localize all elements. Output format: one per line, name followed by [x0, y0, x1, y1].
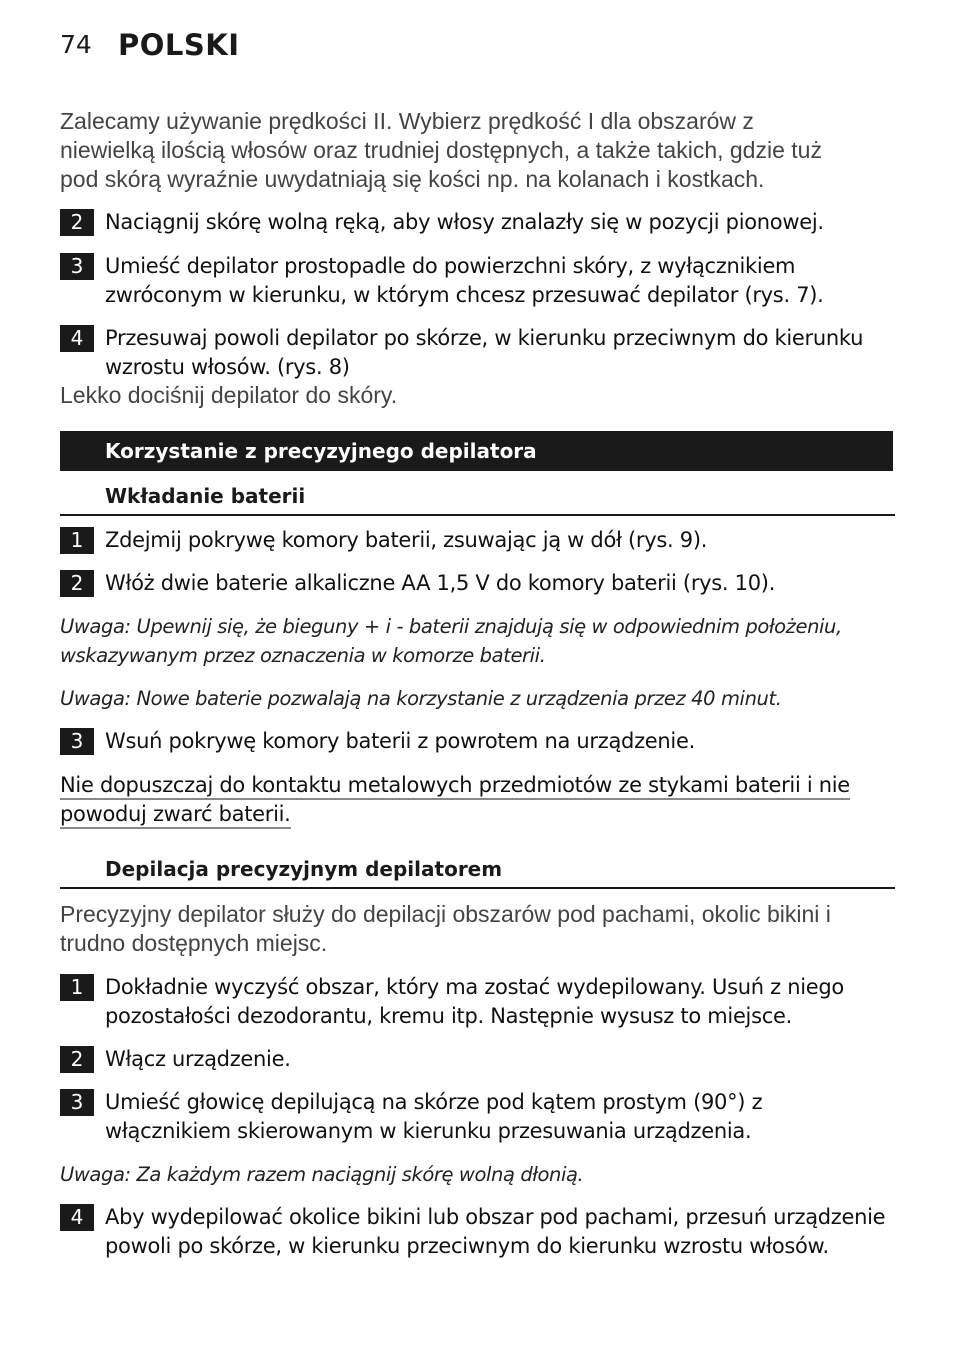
- step-text: Dokładnie wyczyść obszar, który ma zostać wydepilowany. Usuń z niego pozostałości dezodorantu, kremu itp. Następnie wysusz to miejsce.: [105, 975, 844, 1028]
- note-text: Uwaga: Nowe baterie pozwalają na korzystanie z urządzenia przez 40 minut.: [60, 687, 782, 710]
- step-text: Zdejmij pokrywę komory baterii, zsuwając ją w dół (rys. 9).: [105, 528, 708, 552]
- subsection-heading: [60, 857, 895, 889]
- step-text: Przesuwaj powoli depilator po skórze, w kierunku przeciwnym do kierunku wzrostu włosów. (rys. 8): [105, 326, 864, 379]
- step-item: [60, 569, 898, 599]
- step-number: 2: [60, 209, 94, 236]
- step-item: [60, 1045, 898, 1075]
- step-text: Wsuń pokrywę komory baterii z powrotem na urządzenie.: [105, 729, 695, 753]
- warning-line: [60, 771, 895, 800]
- section-title: Korzystanie z precyzyjnego depilatora: [105, 439, 537, 463]
- subsection-title: Wkładanie baterii: [105, 484, 306, 508]
- step-text: Włóż dwie baterie alkaliczne AA 1,5 V do komory baterii (rys. 10).: [105, 571, 776, 595]
- step-item: [60, 252, 898, 310]
- warning-text: Nie dopuszczaj do kontaktu metalowych przedmiotów ze stykami baterii i nie: [60, 773, 850, 800]
- step-item: [60, 208, 898, 238]
- page-number: 74: [60, 30, 92, 59]
- warning-line: [60, 800, 895, 829]
- step-text: Włącz urządzenie.: [105, 1047, 291, 1071]
- step-number: 1: [60, 974, 94, 1001]
- subsection-heading: [60, 484, 895, 516]
- step-item: [60, 526, 898, 556]
- step-number: 1: [60, 527, 94, 554]
- warning-text: powoduj zwarć baterii.: [60, 802, 291, 829]
- press-hint: Lekko dociśnij depilator do skóry.: [60, 382, 398, 408]
- language-heading: POLSKI: [118, 28, 240, 62]
- step-item: [60, 1203, 898, 1261]
- subsection-title: Depilacja precyzyjnym depilatorem: [105, 857, 503, 881]
- step-text: Umieść depilator prostopadle do powierzchni skóry, z wyłącznikiem zwróconym w kierunku, w którym chcesz przesuwać depilator (rys. 7).: [105, 254, 824, 307]
- step-item: [60, 727, 898, 757]
- step-item: [60, 324, 898, 382]
- note-text: Uwaga: Za każdym razem naciągnij skórę wolną dłonią.: [60, 1163, 584, 1186]
- step-number: 2: [60, 1046, 94, 1073]
- note-text: Uwaga: Upewnij się, że bieguny + i - baterii znajdują się w odpowiednim położeniu, wskazywanym przez oznaczenia w komorze baterii.: [60, 615, 842, 667]
- step-item: [60, 973, 898, 1031]
- intro-paragraph: Zalecamy używanie prędkości II. Wybierz prędkość I dla obszarów z niewielką ilością włosów oraz trudniej dostępnych, a także takich, gdzie tuż pod skórą wyraźnie uwydatniają się kości np. na kolanach i kostkach.: [60, 108, 822, 192]
- section-title-bar: [60, 431, 893, 471]
- section-intro: Precyzyjny depilator służy do depilacji obszarów pod pachami, okolic bikini i trudno dostępnych miejsc.: [60, 901, 831, 956]
- step-item: [60, 1088, 898, 1146]
- step-text: Umieść głowicę depilującą na skórze pod kątem prostym (90°) z włącznikiem skierowanym w kierunku przesuwania urządzenia.: [105, 1090, 763, 1143]
- step-number: 4: [60, 325, 94, 352]
- step-text: Naciągnij skórę wolną ręką, aby włosy znalazły się w pozycji pionowej.: [105, 210, 824, 234]
- step-number: 3: [60, 728, 94, 755]
- step-number: 4: [60, 1204, 94, 1231]
- step-number: 3: [60, 253, 94, 280]
- step-text: Aby wydepilować okolice bikini lub obszar pod pachami, przesuń urządzenie powoli po skórze, w kierunku przeciwnym do kierunku wzrostu włosów.: [105, 1205, 886, 1258]
- step-number: 2: [60, 570, 94, 597]
- step-number: 3: [60, 1089, 94, 1116]
